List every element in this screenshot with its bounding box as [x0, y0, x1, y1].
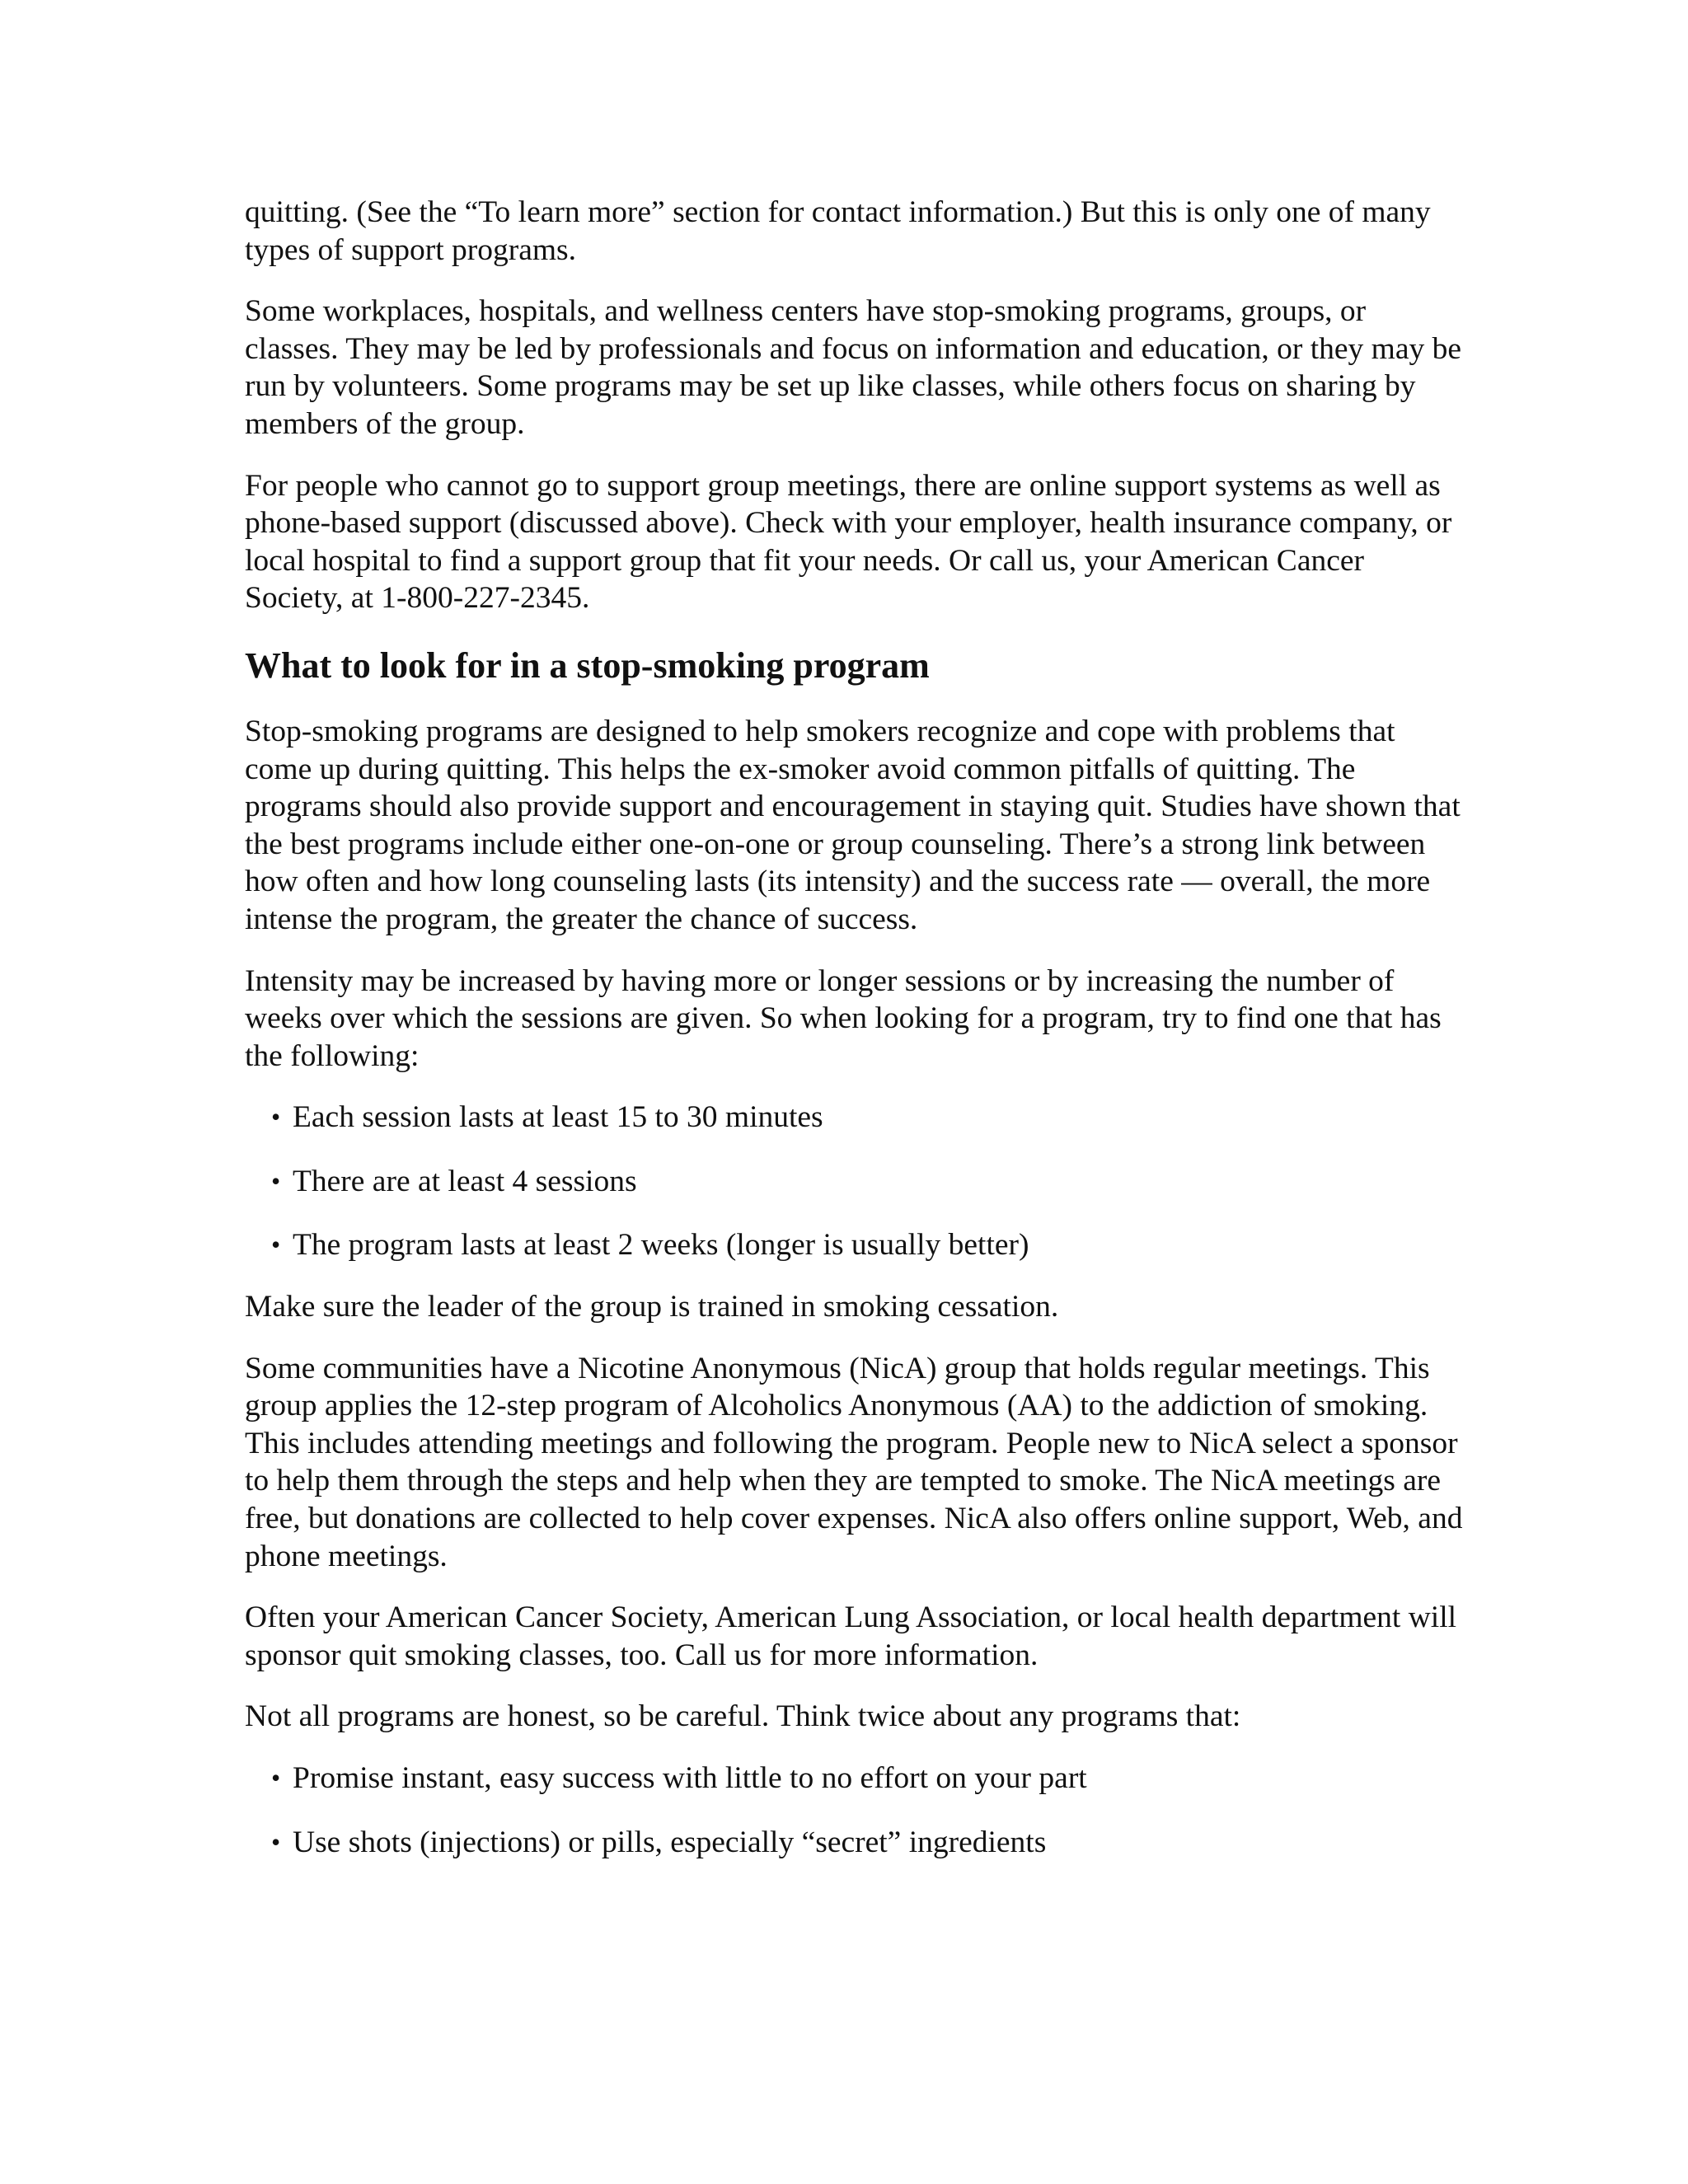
list-item-text: Promise instant, easy success with little to no effort on your part [293, 1761, 1087, 1795]
section-heading: What to look for in a stop-smoking program [245, 644, 930, 686]
bullet-icon: • [271, 1102, 281, 1132]
list-item [271, 1824, 1465, 1862]
document-page [245, 194, 1465, 1885]
bullet-icon: • [271, 1826, 281, 1857]
list-item [271, 1226, 1465, 1264]
list-item-text: The program lasts at least 2 weeks (longer is usually better) [293, 1228, 1029, 1263]
program-criteria-list [245, 1099, 1465, 1264]
list-item-text: There are at least 4 sessions [293, 1164, 637, 1198]
bullet-icon: • [271, 1763, 281, 1793]
paragraph-dishonest-programs: Not all programs are honest, so be careful. Think twice about any programs that: [245, 1699, 1241, 1734]
list-item-text: Each session lasts at least 15 to 30 minutes [293, 1100, 823, 1135]
paragraph-online-support: For people who cannot go to support group meetings, there are online support systems as well as phone-based support (discussed above). Check with your employer, health insurance company, or local hospital to find a support group that fit your needs. Or call us, your American Cancer Society, at 1-800-227-2345. [245, 468, 1452, 616]
list-item [271, 1163, 1465, 1201]
bullet-icon: • [271, 1230, 281, 1260]
list-item [271, 1760, 1465, 1797]
paragraph-intensity: Intensity may be increased by having more or longer sessions or by increasing the number of weeks over which the sessions are given. So when looking for a program, try to find one that has the following: [245, 963, 1442, 1073]
bullet-icon: • [271, 1165, 281, 1196]
paragraph-program-design: Stop-smoking programs are designed to help smokers recognize and cope with problems that come up during quitting. This helps the ex-smoker avoid common pitfalls of quitting. The programs should also provide support and encouragement in staying quit. Studies have shown that the best programs include either one-on-one or group counseling. There’s a strong link between how often and how long counseling lasts (its intensity) and the success rate — overall, the more intense the program, the greater the chance of success. [245, 714, 1461, 936]
warning-signs-list [245, 1760, 1465, 1861]
paragraph-workplace-programs: Some workplaces, hospitals, and wellness centers have stop-smoking programs, groups, or classes. They may be led by professionals and focus on information and education, or they may be run by volunteers. Some programs may be set up like classes, while others focus on sharing by members of the group. [245, 294, 1461, 441]
paragraph-sponsored-classes: Often your American Cancer Society, American Lung Association, or local health department will sponsor quit smoking classes, too. Call us for more information. [245, 1601, 1457, 1672]
list-item [271, 1099, 1465, 1137]
list-item-text: Use shots (injections) or pills, especially “secret” ingredients [293, 1825, 1047, 1859]
paragraph-leader-trained: Make sure the leader of the group is trained in smoking cessation. [245, 1290, 1059, 1324]
paragraph-support-programs-intro: quitting. (See the “To learn more” section for contact information.) But this is only one of many types of support programs. [245, 195, 1431, 267]
paragraph-nicotine-anonymous: Some communities have a Nicotine Anonymous (NicA) group that holds regular meetings. This group applies the 12-step program of Alcoholics Anonymous (AA) to the addiction of smoking. This includes attending meetings and following the program. People new to NicA select a sponsor to help them through the steps and help when they are tempted to smoke. The NicA meetings are free, but donations are collected to help cover expenses. NicA also offers online support, Web, and phone meetings. [245, 1351, 1463, 1573]
